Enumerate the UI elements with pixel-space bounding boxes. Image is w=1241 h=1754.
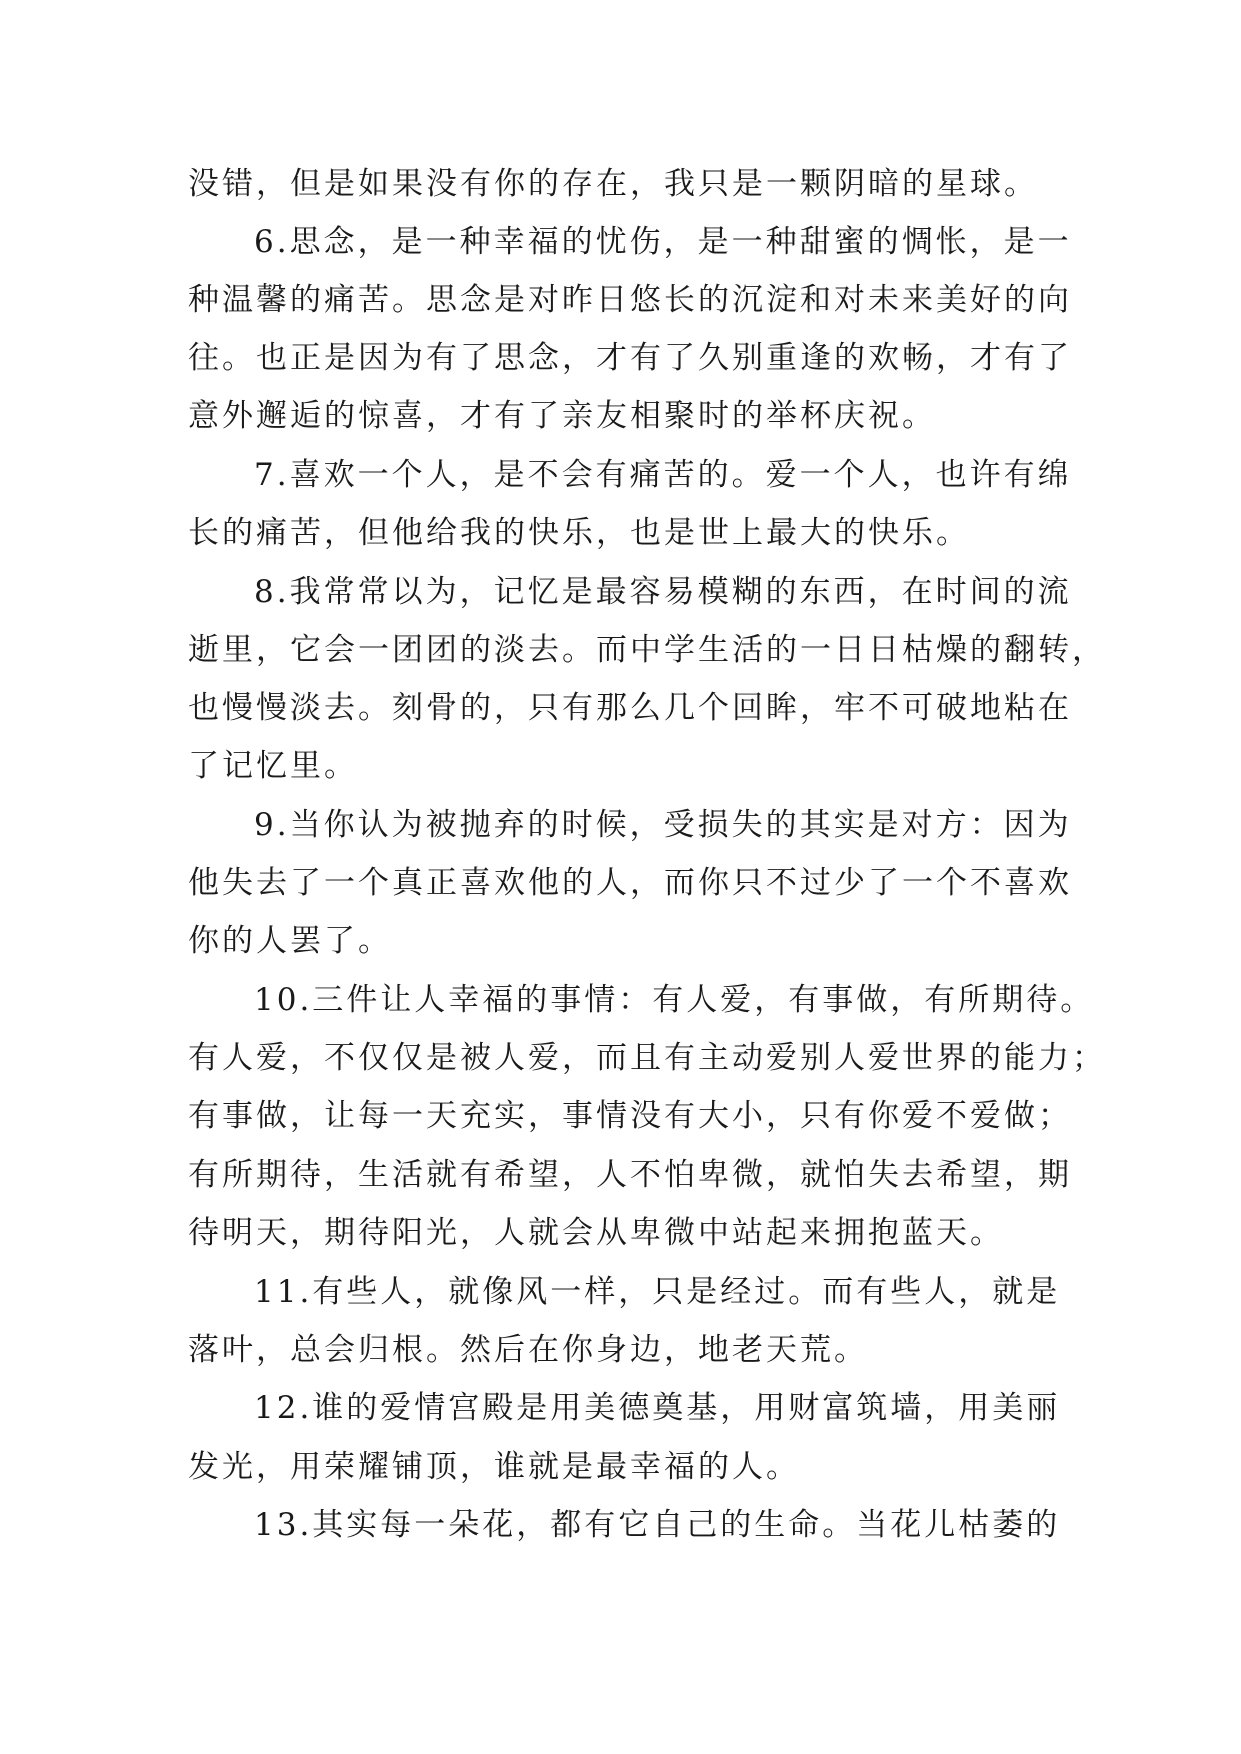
- text-line: 种温馨的痛苦。思念是对昨日悠长的沉淀和对未来美好的向: [188, 282, 1072, 318]
- text-line: 逝里，它会一团团的淡去。而中学生活的一日日枯燥的翻转，: [188, 632, 1106, 668]
- text-line: 你的人罢了。: [188, 923, 392, 959]
- text-line: 他失去了一个真正喜欢他的人，而你只不过少了一个不喜欢: [188, 865, 1072, 901]
- text-line: 也慢慢淡去。刻骨的，只有那么几个回眸，牢不可破地粘在: [188, 690, 1072, 726]
- text-line: 13.其实每一朵花，都有它自己的生命。当花儿枯萎的: [254, 1507, 1061, 1543]
- text-line: 11.有些人，就像风一样，只是经过。而有些人，就是: [254, 1274, 1061, 1310]
- text-line: 待明天，期待阳光，人就会从卑微中站起来拥抱蓝天。: [188, 1215, 1004, 1251]
- text-line: 落叶，总会归根。然后在你身边，地老天荒。: [188, 1332, 868, 1368]
- text-line: 了记忆里。: [188, 748, 358, 784]
- text-line: 8.我常常以为，记忆是最容易模糊的东西，在时间的流: [254, 574, 1072, 610]
- text-line: 有人爱，不仅仅是被人爱，而且有主动爱别人爱世界的能力；: [188, 1040, 1106, 1076]
- text-line: 发光，用荣耀铺顶，谁就是最幸福的人。: [188, 1449, 800, 1485]
- text-line: 长的痛苦，但他给我的快乐，也是世上最大的快乐。: [188, 515, 970, 551]
- text-line: 6.思念，是一种幸福的忧伤，是一种甜蜜的惆怅，是一: [254, 224, 1072, 260]
- text-line: 意外邂逅的惊喜，才有了亲友相聚时的举杯庆祝。: [188, 398, 936, 434]
- text-line: 9.当你认为被抛弃的时候，受损失的其实是对方：因为: [254, 807, 1072, 843]
- text-line: 12.谁的爱情宫殿是用美德奠基，用财富筑墙，用美丽: [254, 1390, 1061, 1426]
- text-line: 有所期待，生活就有希望，人不怕卑微，就怕失去希望，期: [188, 1157, 1072, 1193]
- text-line: 没错，但是如果没有你的存在，我只是一颗阴暗的星球。: [188, 166, 1038, 202]
- text-line: 往。也正是因为有了思念，才有了久别重逢的欢畅，才有了: [188, 340, 1072, 376]
- text-line: 7.喜欢一个人，是不会有痛苦的。爱一个人，也许有绵: [254, 457, 1072, 493]
- text-line: 有事做，让每一天充实，事情没有大小，只有你爱不爱做；: [188, 1098, 1072, 1134]
- text-line: 10.三件让人幸福的事情：有人爱，有事做，有所期待。: [254, 982, 1095, 1018]
